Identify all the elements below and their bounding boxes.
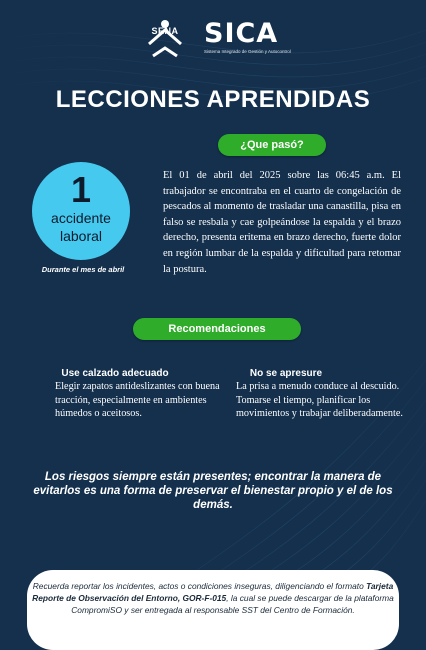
footer-form-name: Tarjeta Reporte de Observación del Entorno, GOR-F-015 [32,581,394,603]
header [0,12,426,62]
accident-period: Durante el mes de abril [41,265,125,274]
accident-count: 1 [70,169,92,210]
footer-text-after: , la cual se puede descargar de la plataforma CompromiSO y ser entregada al responsable SST del Centro de Formación. [71,593,394,615]
footer-text [27,580,399,616]
recommendation-item [55,367,233,421]
accident-count-label-line1: accidente [51,210,111,226]
sena-logo-text: SENA [151,26,179,36]
recommendation-heading: Use calzado adecuado [61,368,169,379]
sica-logo-subtitle: Sistema Integrado de Gestión y Autocontrol [204,49,291,54]
recommendations-label: Recomendaciones [133,318,301,340]
recommendation-text: Elegir zapatos antideslizantes con buena tracción, especialmente en ambientes húmedos o aceitosos. [55,381,220,420]
recommendation-item [236,367,406,421]
sena-logo-icon [143,18,187,62]
incident-description: El 01 de abril del 2025 sobre las 06:45 a.m. El trabajador se encontraba en el cuarto de congelación de pescados al momento de trasladar una canastilla, pisa en falso se resbala y cae golpeándose la espalda y el brazo derecho, presenta eritema en brazo derecho, fuerte dolor en región lumbar de la espalda y dificultad para retomar la postura. [163,170,401,275]
sica-logo [204,20,291,54]
accident-count-label-line2: laboral [59,228,103,244]
recommendation-heading: No se apresure [249,368,323,379]
footer-text-before: Recuerda reportar los incidentes, actos o condiciones inseguras, diligenciando el formato [32,581,367,591]
safety-quote: Los riesgos siempre están presentes; encontrar la manera de evitarlos es una forma de preservar el bienestar propio y el de los demás. [33,471,393,511]
page-title: LECCIONES APRENDIDAS [55,86,371,113]
accident-count-badge [32,162,130,260]
sica-logo-title: SICA [204,18,279,49]
what-happened-label: ¿Que pasó? [218,134,326,156]
recommendation-text: La prisa a menudo conduce al descuido. Tomarse el tiempo, planificar los movimientos y trabajar deliberadamente. [236,381,403,420]
footer-notice [27,570,399,650]
